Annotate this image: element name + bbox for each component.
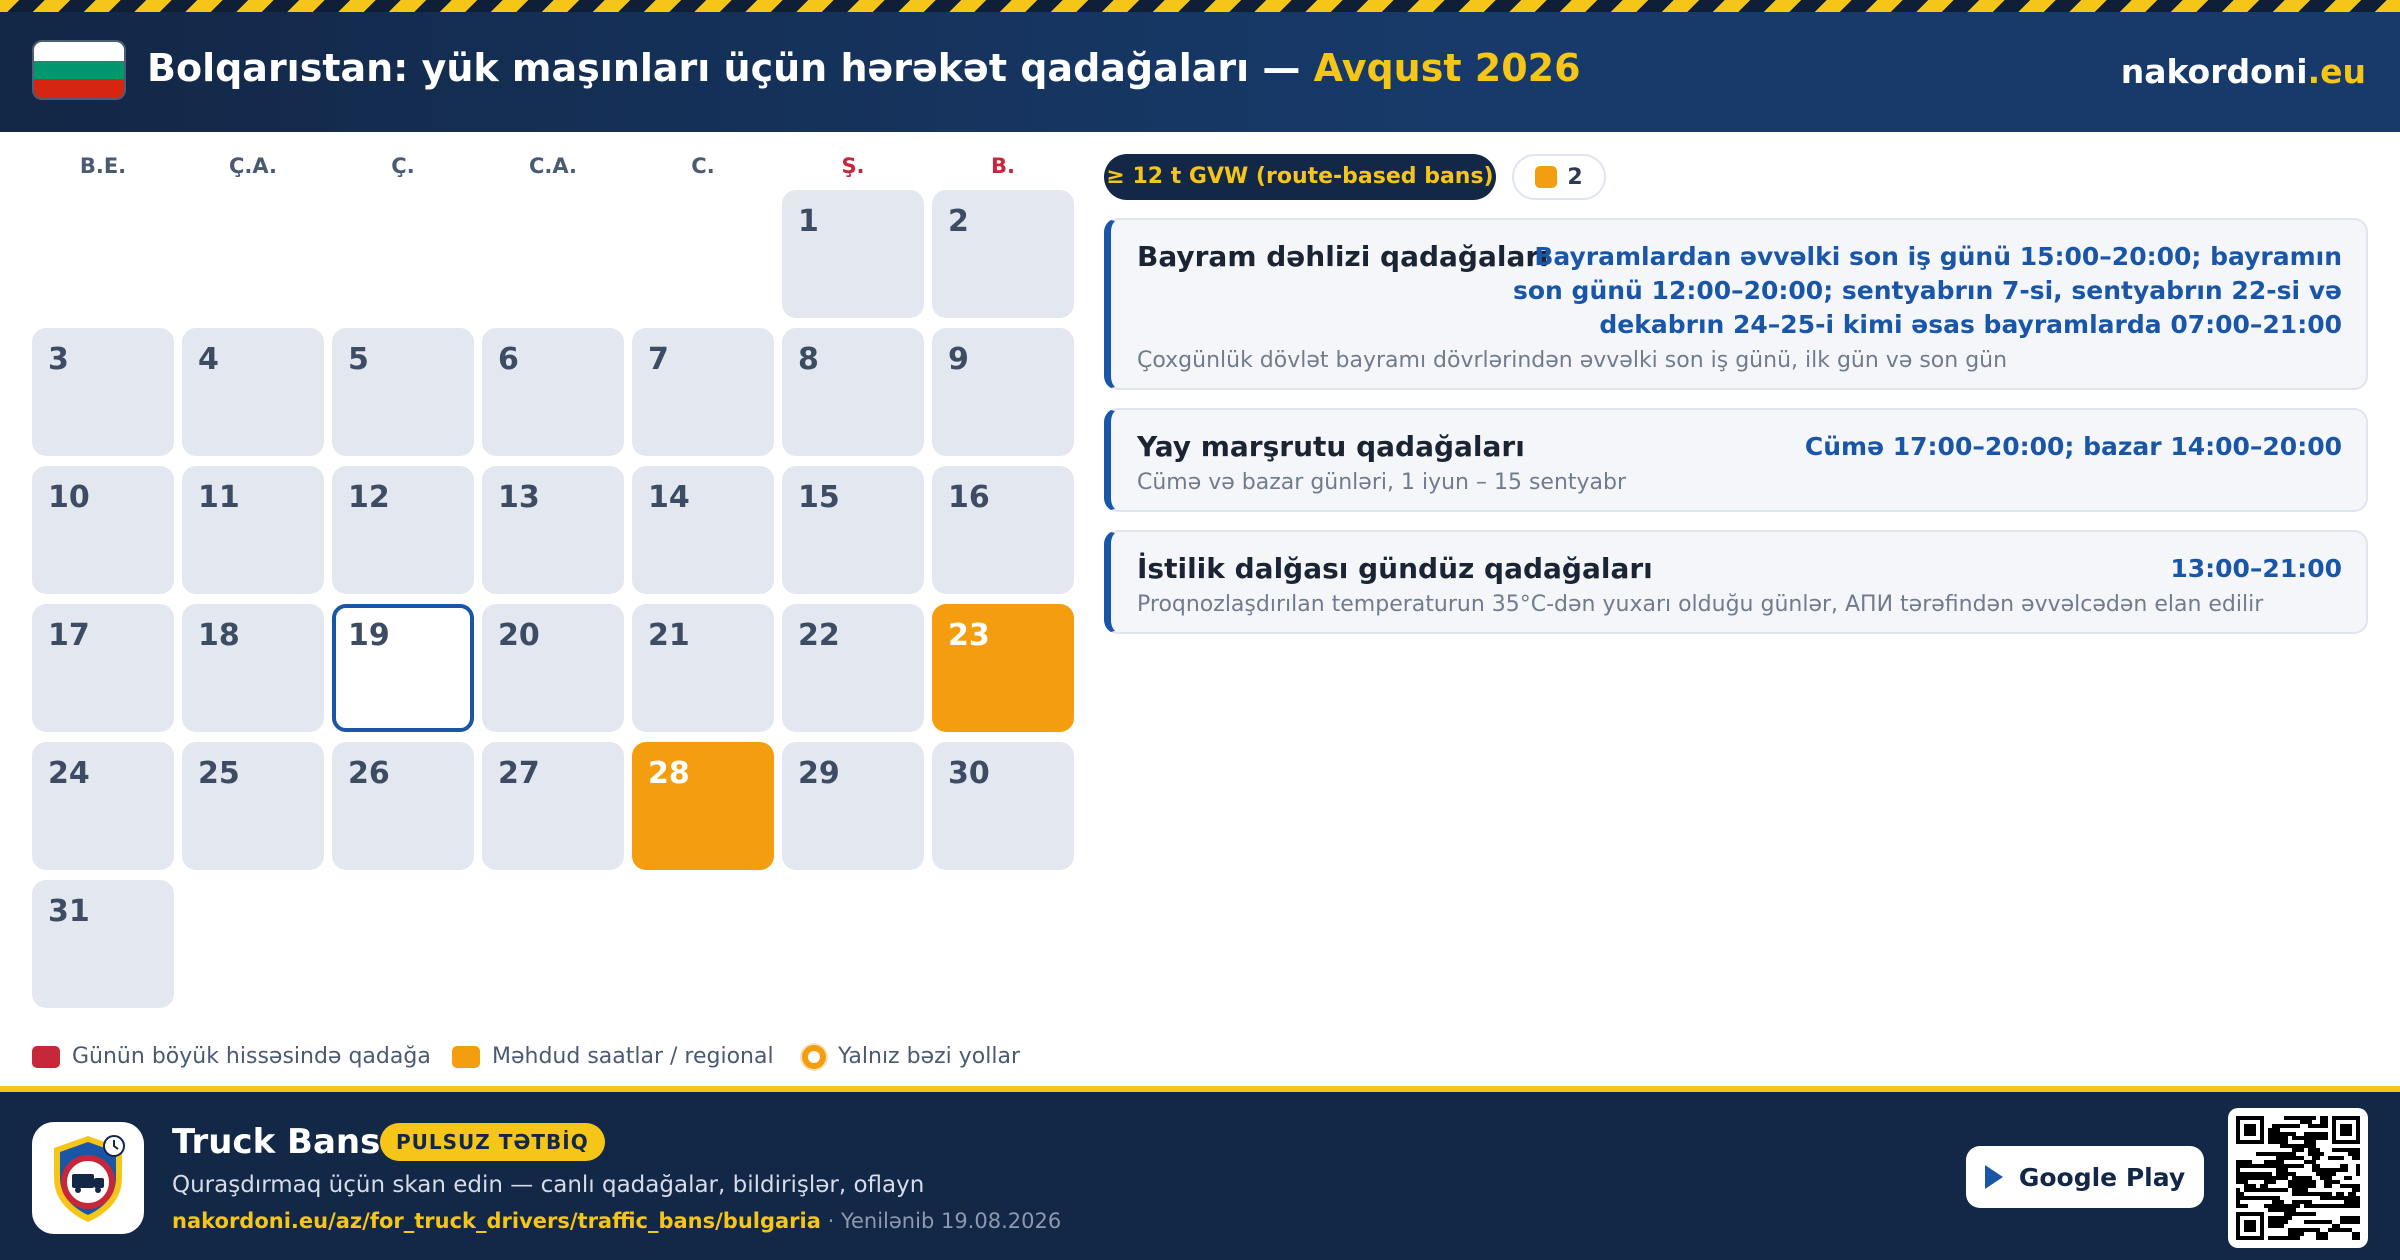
page-title [147, 46, 1581, 90]
weekday-label: Ş. [841, 154, 865, 178]
partial-ban-swatch [452, 1046, 480, 1068]
ban-title: Yay marşrutu qadağaları [1137, 430, 1525, 463]
calendar-day[interactable]: 9 [932, 328, 1074, 456]
calendar-day[interactable]: 30 [932, 742, 1074, 870]
calendar-day[interactable]: 13 [482, 466, 624, 594]
app-name: Truck Bans [172, 1122, 381, 1162]
calendar-day[interactable]: 2 [932, 190, 1074, 318]
partial-ban-swatch [1535, 166, 1557, 188]
calendar-day[interactable]: 16 [932, 466, 1074, 594]
play-store-icon [1985, 1165, 2003, 1189]
calendar-day[interactable]: 8 [782, 328, 924, 456]
qr-code-icon [2228, 1108, 2368, 1248]
ban-time [1513, 240, 2342, 342]
app-promo-footer [0, 1092, 2400, 1260]
calendar-day[interactable]: 27 [482, 742, 624, 870]
ban-time-line: Bayramlardan əvvəlki son iş günü 15:00–20:00; bayramın [1534, 242, 2342, 271]
ban-time-line: 13:00–21:00 [2170, 554, 2342, 583]
legend-label-partial: Məhdud saatlar / regional [492, 1044, 774, 1069]
brand-name: nakordoni [2120, 52, 2308, 91]
page-header [0, 12, 2400, 132]
calendar-day[interactable]: 31 [32, 880, 174, 1008]
calendar-day[interactable]: 10 [32, 466, 174, 594]
calendar-day[interactable]: 22 [782, 604, 924, 732]
legend-item-partial [452, 1044, 774, 1069]
calendar-day[interactable]: 21 [632, 604, 774, 732]
ban-card-holiday [1104, 218, 2368, 390]
ban-description: Cümə və bazar günləri, 1 iyun – 15 sentyabr [1137, 470, 1627, 495]
weekday-label: B. [991, 154, 1015, 178]
calendar-day[interactable]: 6 [482, 328, 624, 456]
ban-description: Proqnozlaşdırılan temperaturun 35°C-dən yuxarı olduğu günlər, АПИ tərəfindən əvvəlcədən elan edilir [1137, 592, 2264, 617]
calendar-day[interactable]: 11 [182, 466, 324, 594]
ban-time-line: Cümə 17:00–20:00; bazar 14:00–20:00 [1804, 432, 2342, 461]
google-play-button[interactable] [1966, 1146, 2204, 1208]
calendar-day[interactable]: 7 [632, 328, 774, 456]
partial-count-pill[interactable] [1512, 154, 1606, 200]
bulgaria-bans-link[interactable]: nakordoni.eu/az/for_truck_drivers/traffic_bans/bulgaria [172, 1209, 821, 1233]
calendar-day[interactable]: 1 [782, 190, 924, 318]
weekday-header-row [32, 154, 1074, 184]
weekday-label: C. [691, 154, 715, 178]
calendar-day[interactable]: 24 [32, 742, 174, 870]
title-text: Bolqarıstan: yük maşınları üçün hərəkət qadağaları — [147, 46, 1314, 90]
weekday-label: B.E. [79, 154, 127, 178]
app-link-row [172, 1209, 1061, 1233]
calendar-day[interactable]: 29 [782, 742, 924, 870]
brand-tld: .eu [2307, 52, 2366, 91]
calendar-day[interactable]: 5 [332, 328, 474, 456]
calendar-day[interactable]: 15 [782, 466, 924, 594]
ban-card-heatwave [1104, 530, 2368, 634]
updated-date: · Yenilənib 19.08.2026 [820, 1209, 1062, 1233]
calendar-day[interactable]: 4 [182, 328, 324, 456]
calendar-day-today[interactable]: 19 [332, 604, 474, 732]
google-play-label: Google Play [2018, 1162, 2186, 1192]
ban-time [1805, 430, 2342, 464]
legend-item-full [32, 1044, 431, 1069]
partial-count: 2 [1567, 164, 1583, 190]
calendar-day[interactable]: 17 [32, 604, 174, 732]
weekday-label: Ç.A. [228, 154, 277, 178]
calendar-day[interactable]: 20 [482, 604, 624, 732]
weekday-label: Ç. [391, 154, 415, 178]
some-roads-ring-icon [802, 1045, 826, 1069]
legend-label-some-roads: Yalnız bəzi yollar [838, 1044, 1020, 1069]
hazard-stripe [0, 0, 2400, 12]
truck-bans-app-icon[interactable] [32, 1122, 144, 1234]
ban-time [2170, 552, 2342, 586]
bulgaria-flag-icon [34, 42, 124, 98]
legend-label-full: Günün böyük hissəsində qadağa [72, 1044, 431, 1069]
calendar-day[interactable]: 26 [332, 742, 474, 870]
calendar-day[interactable]: 3 [32, 328, 174, 456]
weight-filter-pill[interactable]: ≥ 12 t GVW (route-based bans) [1104, 154, 1496, 200]
ban-title: İstilik dalğası gündüz qadağaları [1137, 552, 1653, 585]
calendar-day[interactable]: 14 [632, 466, 774, 594]
full-ban-swatch [32, 1046, 60, 1068]
ban-time-line: dekabrın 24–25-i kimi əsas bayramlarda 07:00–21:00 [1599, 310, 2342, 339]
ban-description: Çoxgünlük dövlət bayramı dövrlərindən əvvəlki son iş günü, ilk gün və son gün [1137, 348, 2008, 373]
title-month: Avqust 2026 [1313, 46, 1581, 90]
ban-card-summer [1104, 408, 2368, 512]
calendar-day-partial-ban[interactable]: 28 [632, 742, 774, 870]
weekday-label: C.A. [528, 154, 577, 178]
calendar-day-partial-ban[interactable]: 23 [932, 604, 1074, 732]
ban-title: Bayram dəhlizi qadağaları [1137, 240, 1549, 273]
calendar-day[interactable]: 25 [182, 742, 324, 870]
brand-logo[interactable] [2121, 52, 2366, 91]
ban-time-line: son günü 12:00–20:00; sentyabrın 7-si, sentyabrın 22-si və [1513, 276, 2342, 305]
free-app-badge: PULSUZ TƏTBİQ [380, 1123, 605, 1161]
calendar-day[interactable]: 18 [182, 604, 324, 732]
calendar-day[interactable]: 12 [332, 466, 474, 594]
legend-item-some-roads [802, 1044, 1020, 1069]
app-subtitle: Quraşdırmaq üçün skan edin — canlı qadağalar, bildirişlər, oflayn [172, 1172, 925, 1198]
calendar-grid [32, 190, 1074, 1010]
